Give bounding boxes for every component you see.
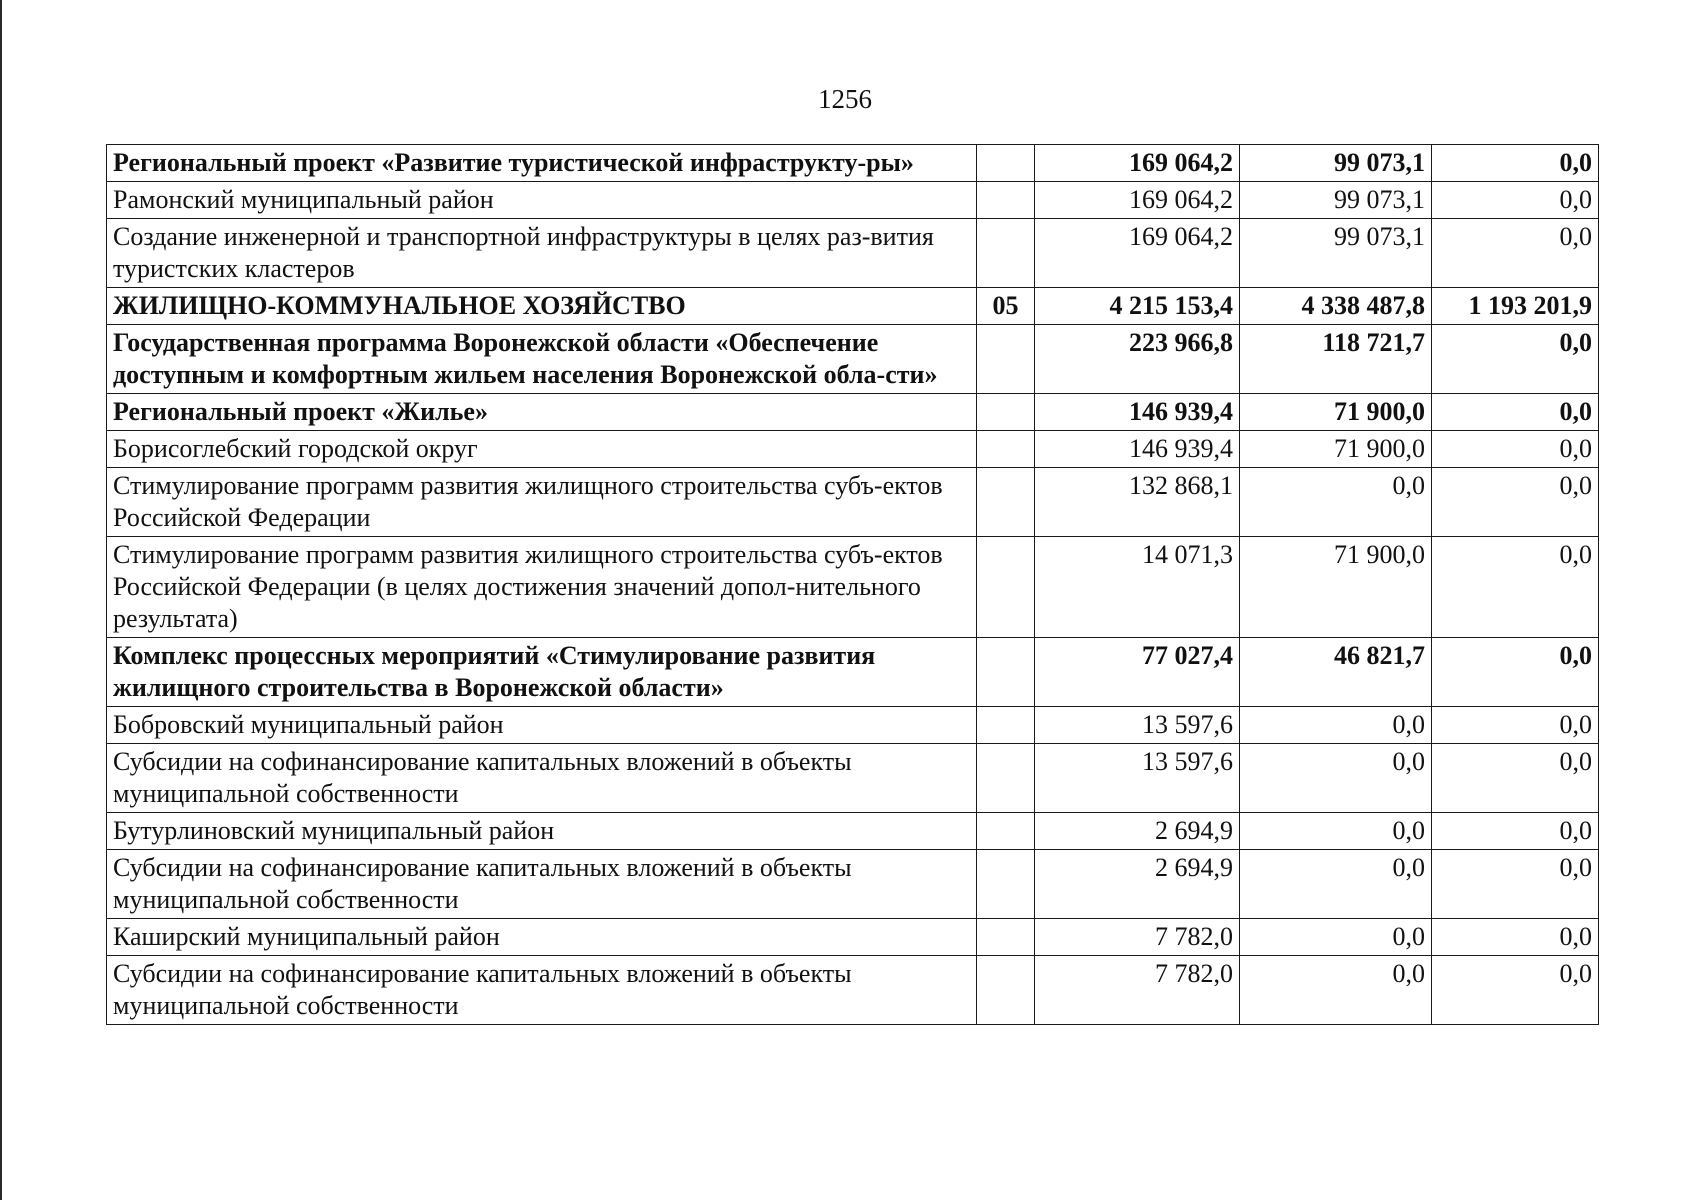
row-value-2026-cell: 0,0 xyxy=(1432,431,1599,468)
row-code-cell xyxy=(977,394,1035,431)
row-value-2024-cell: 14 071,3 xyxy=(1035,537,1240,638)
table-row xyxy=(107,219,1599,288)
table-row xyxy=(107,394,1599,431)
row-code-cell xyxy=(977,431,1035,468)
table-row xyxy=(107,744,1599,813)
row-value-2025-cell: 0,0 xyxy=(1240,956,1432,1025)
scan-edge-line xyxy=(0,0,2,1200)
row-value-2026-cell: 0,0 xyxy=(1432,468,1599,537)
row-value-2024-cell: 2 694,9 xyxy=(1035,850,1240,919)
row-name-cell: Стимулирование программ развития жилищного строительства субъ-ектов Российской Федерации xyxy=(107,468,977,537)
row-code-cell xyxy=(977,325,1035,394)
row-code-cell xyxy=(977,182,1035,219)
row-value-2026-cell: 0,0 xyxy=(1432,537,1599,638)
row-value-2026-cell: 0,0 xyxy=(1432,394,1599,431)
table-row xyxy=(107,325,1599,394)
row-value-2026-cell: 0,0 xyxy=(1432,850,1599,919)
row-value-2025-cell: 0,0 xyxy=(1240,744,1432,813)
table-row xyxy=(107,182,1599,219)
row-value-2025-cell: 99 073,1 xyxy=(1240,145,1432,182)
row-value-2024-cell: 13 597,6 xyxy=(1035,744,1240,813)
row-value-2026-cell: 0,0 xyxy=(1432,325,1599,394)
row-value-2024-cell: 2 694,9 xyxy=(1035,813,1240,850)
row-value-2026-cell: 0,0 xyxy=(1432,182,1599,219)
row-value-2025-cell: 118 721,7 xyxy=(1240,325,1432,394)
row-value-2024-cell: 223 966,8 xyxy=(1035,325,1240,394)
row-value-2026-cell: 0,0 xyxy=(1432,919,1599,956)
row-code-cell xyxy=(977,219,1035,288)
row-value-2026-cell: 0,0 xyxy=(1432,707,1599,744)
row-value-2024-cell: 4 215 153,4 xyxy=(1035,288,1240,325)
row-code-cell xyxy=(977,537,1035,638)
row-code-cell xyxy=(977,813,1035,850)
row-value-2024-cell: 77 027,4 xyxy=(1035,638,1240,707)
row-name-cell: Региональный проект «Жилье» xyxy=(107,394,977,431)
row-value-2026-cell: 0,0 xyxy=(1432,219,1599,288)
row-name-cell: Комплекс процессных мероприятий «Стимулирование развития жилищного строительства в Воронежской области» xyxy=(107,638,977,707)
row-value-2025-cell: 0,0 xyxy=(1240,919,1432,956)
table-row xyxy=(107,813,1599,850)
table-row xyxy=(107,850,1599,919)
row-value-2025-cell: 46 821,7 xyxy=(1240,638,1432,707)
row-value-2025-cell: 0,0 xyxy=(1240,468,1432,537)
row-value-2025-cell: 99 073,1 xyxy=(1240,182,1432,219)
row-value-2026-cell: 0,0 xyxy=(1432,956,1599,1025)
row-name-cell: Бутурлиновский муниципальный район xyxy=(107,813,977,850)
table-row xyxy=(107,431,1599,468)
row-code-cell xyxy=(977,850,1035,919)
row-value-2025-cell: 4 338 487,8 xyxy=(1240,288,1432,325)
row-code-cell xyxy=(977,707,1035,744)
row-name-cell: Субсидии на софинансирование капитальных вложений в объекты муниципальной собственности xyxy=(107,956,977,1025)
row-code-cell xyxy=(977,744,1035,813)
row-value-2025-cell: 99 073,1 xyxy=(1240,219,1432,288)
row-code-cell xyxy=(977,956,1035,1025)
page-number: 1256 xyxy=(818,84,872,114)
table-row xyxy=(107,707,1599,744)
table-row xyxy=(107,638,1599,707)
row-value-2025-cell: 71 900,0 xyxy=(1240,394,1432,431)
table-row xyxy=(107,288,1599,325)
row-value-2024-cell: 7 782,0 xyxy=(1035,956,1240,1025)
row-code-cell xyxy=(977,919,1035,956)
row-value-2025-cell: 0,0 xyxy=(1240,707,1432,744)
row-value-2024-cell: 7 782,0 xyxy=(1035,919,1240,956)
table-row xyxy=(107,956,1599,1025)
row-value-2024-cell: 169 064,2 xyxy=(1035,145,1240,182)
row-value-2025-cell: 0,0 xyxy=(1240,850,1432,919)
budget-table-body xyxy=(107,145,1599,1025)
row-value-2024-cell: 13 597,6 xyxy=(1035,707,1240,744)
row-name-cell: Субсидии на софинансирование капитальных вложений в объекты муниципальной собственности xyxy=(107,850,977,919)
budget-table xyxy=(106,144,1599,1025)
row-name-cell: Бобровский муниципальный район xyxy=(107,707,977,744)
row-value-2024-cell: 169 064,2 xyxy=(1035,219,1240,288)
table-row xyxy=(107,468,1599,537)
row-value-2026-cell: 0,0 xyxy=(1432,744,1599,813)
row-value-2026-cell: 0,0 xyxy=(1432,145,1599,182)
row-value-2026-cell: 1 193 201,9 xyxy=(1432,288,1599,325)
row-value-2024-cell: 146 939,4 xyxy=(1035,431,1240,468)
table-row xyxy=(107,537,1599,638)
row-value-2024-cell: 169 064,2 xyxy=(1035,182,1240,219)
row-code-cell xyxy=(977,638,1035,707)
row-name-cell: ЖИЛИЩНО-КОММУНАЛЬНОЕ ХОЗЯЙСТВО xyxy=(107,288,977,325)
row-name-cell: Каширский муниципальный район xyxy=(107,919,977,956)
row-name-cell: Государственная программа Воронежской области «Обеспечение доступным и комфортным жильем населения Воронежской обла-сти» xyxy=(107,325,977,394)
row-code-cell: 05 xyxy=(977,288,1035,325)
row-name-cell: Стимулирование программ развития жилищного строительства субъ-ектов Российской Федерации (в целях достижения значений допол-нительного результата) xyxy=(107,537,977,638)
row-name-cell: Рамонский муниципальный район xyxy=(107,182,977,219)
row-name-cell: Региональный проект «Развитие туристической инфраструкту-ры» xyxy=(107,145,977,182)
row-value-2024-cell: 146 939,4 xyxy=(1035,394,1240,431)
row-name-cell: Борисоглебский городской округ xyxy=(107,431,977,468)
table-row xyxy=(107,919,1599,956)
row-name-cell: Создание инженерной и транспортной инфраструктуры в целях раз-вития туристских кластеров xyxy=(107,219,977,288)
table-row xyxy=(107,145,1599,182)
row-value-2025-cell: 71 900,0 xyxy=(1240,431,1432,468)
row-name-cell: Субсидии на софинансирование капитальных вложений в объекты муниципальной собственности xyxy=(107,744,977,813)
row-code-cell xyxy=(977,145,1035,182)
row-value-2026-cell: 0,0 xyxy=(1432,638,1599,707)
row-value-2026-cell: 0,0 xyxy=(1432,813,1599,850)
row-value-2025-cell: 71 900,0 xyxy=(1240,537,1432,638)
row-value-2025-cell: 0,0 xyxy=(1240,813,1432,850)
row-value-2024-cell: 132 868,1 xyxy=(1035,468,1240,537)
row-code-cell xyxy=(977,468,1035,537)
